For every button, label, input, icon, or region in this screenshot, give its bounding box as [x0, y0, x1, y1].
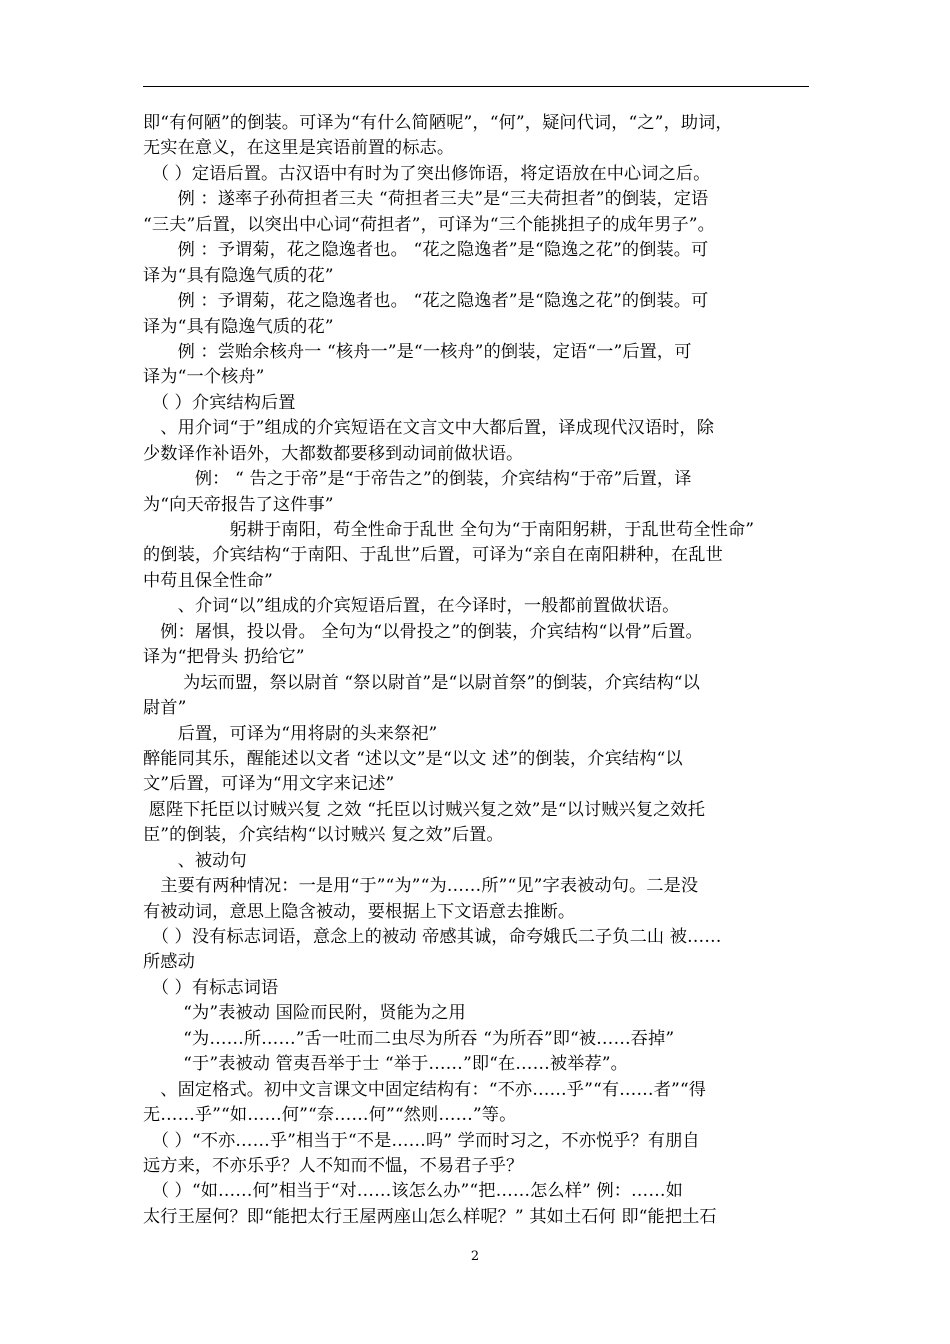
text-line: 躬耕于南阳，苟全性命于乱世 全句为“于南阳躬耕，于乱世苟全性命” [143, 520, 755, 540]
text-line: 有被动词，意思上隐含被动，要根据上下文语意去推断。 [143, 901, 576, 922]
text-line: 为坛而盟，祭以尉首 “祭以尉首”是“以尉首祭”的倒装，介宾结构“以 [143, 672, 700, 693]
text-line: 尉首” [143, 698, 187, 719]
text-line: 愿陛下托臣以讨贼兴复 之效 “托臣以讨贼兴复之效”是“以讨贼兴复之效托 [143, 799, 705, 820]
text-line: 少数译作补语外，大都数都要移到动词前做状语。 [143, 443, 524, 464]
text-line: 译为“一个核舟” [143, 367, 265, 388]
text-line: 译为“具有隐逸气质的花” [143, 316, 334, 337]
text-line: “为……所……”舌一吐而二虫尽为所吞 “为所吞”即“被……吞掉” [143, 1028, 675, 1049]
text-line: 、被动句 [143, 850, 247, 871]
text-line: 译为“把骨头 扔给它” [143, 647, 305, 668]
page-number: 2 [470, 1249, 480, 1264]
text-line: （ ）“如……何”相当于“对……该怎么办”“把……怎么样” 例：……如 [143, 1181, 683, 1202]
header-rule [143, 86, 809, 87]
text-line: 、用介词“于”组成的介宾短语在文言文中大都后置，译成现代汉语时，除 [143, 418, 714, 439]
text-line: （ ）有标志词语 [143, 977, 279, 998]
text-line: 无……乎”“如……何”“奈……何”“然则……”等。 [143, 1105, 517, 1126]
text-line: 例 ：予谓菊，花之隐逸者也。 “花之隐逸者”是“隐逸之花”的倒装。可 [143, 240, 709, 261]
text-line: “三夫”后置，以突出中心词“荷担者”，可译为“三个能挑担子的成年男子”。 [143, 214, 715, 235]
text-line: （ ）“不亦……乎”相当于“不是……吗” 学而时习之，不亦悦乎？有朋自 [143, 1130, 700, 1151]
text-line: “为”表被动 国险而民附，贤能为之用 [143, 1003, 466, 1024]
text-line: 的倒装，介宾结构“于南阳、于乱世”后置，可译为“亲自在南阳耕种，在乱世 [143, 545, 723, 566]
text-line: 、固定格式。初中文言课文中固定结构有：“不亦……乎”“有……者”“得 [143, 1079, 707, 1100]
text-line: 太行王屋何？即“能把太行王屋两座山怎么样呢？” 其如土石何 即“能把土石 [143, 1206, 717, 1227]
text-line: “于”表被动 管夷吾举于士 “举于……”即“在……被举荐”。 [143, 1054, 628, 1075]
text-line: 中苟且保全性命” [143, 570, 273, 591]
text-line: 例 ：遂率子孙荷担者三夫 “荷担者三夫”是“三夫荷担者”的倒装，定语 [143, 189, 709, 210]
text-line: 译为“具有隐逸气质的花” [143, 265, 334, 286]
document-body [143, 111, 809, 1230]
text-line: （ ）定语后置。古汉语中有时为了突出修饰语，将定语放在中心词之后。 [143, 163, 711, 184]
text-line: 醉能同其乐，醒能述以文者 “述以文”是“以文 述”的倒装，介宾结构“以 [143, 748, 683, 769]
text-line: 文”后置，可译为“用文字来记述” [143, 774, 395, 795]
text-line: 远方来，不亦乐乎？人不知而不愠，不易君子乎？ [143, 1155, 524, 1176]
text-line: 臣”的倒装，介宾结构“以讨贼兴 复之效”后置。 [143, 825, 504, 846]
text-line: 为“向天帝报告了这件事” [143, 494, 334, 515]
text-line: 即“有何陋”的倒装。可译为“有什么简陋呢”，“何”，疑问代词，“之”，助词， [143, 113, 733, 133]
text-line: 所感动 [143, 952, 195, 973]
text-line: 后置，可译为“用将尉的头来祭祀” [143, 723, 438, 744]
text-line: （ ）没有标志词语，意念上的被动 帝感其诚，命夸娥氏二子负二山 被…… [143, 927, 722, 947]
text-line: 、介词“以”组成的介宾短语后置，在今译时，一般都前置做状语。 [143, 596, 680, 617]
text-line: 无实在意义，在这里是宾语前置的标志。 [143, 138, 455, 159]
text-line: （ ）介宾结构后置 [143, 392, 296, 413]
text-line: 例 ：予谓菊，花之隐逸者也。 “花之隐逸者”是“隐逸之花”的倒装。可 [143, 291, 709, 312]
text-line: 例 ：尝贻余核舟一 “核舟一”是“一核舟”的倒装，定语“一”后置，可 [143, 341, 692, 362]
text-line: 主要有两种情况：一是用“于”“为”“为……所”“见”字表被动句。二是没 [143, 876, 699, 897]
text-line: 例：屠惧，投以骨。 全句为“以骨投之”的倒装，介宾结构“以骨”后置。 [143, 621, 703, 642]
text-line: 例： “ 告之于帝”是“于帝告之”的倒装，介宾结构“于帝”后置，译 [143, 469, 692, 490]
